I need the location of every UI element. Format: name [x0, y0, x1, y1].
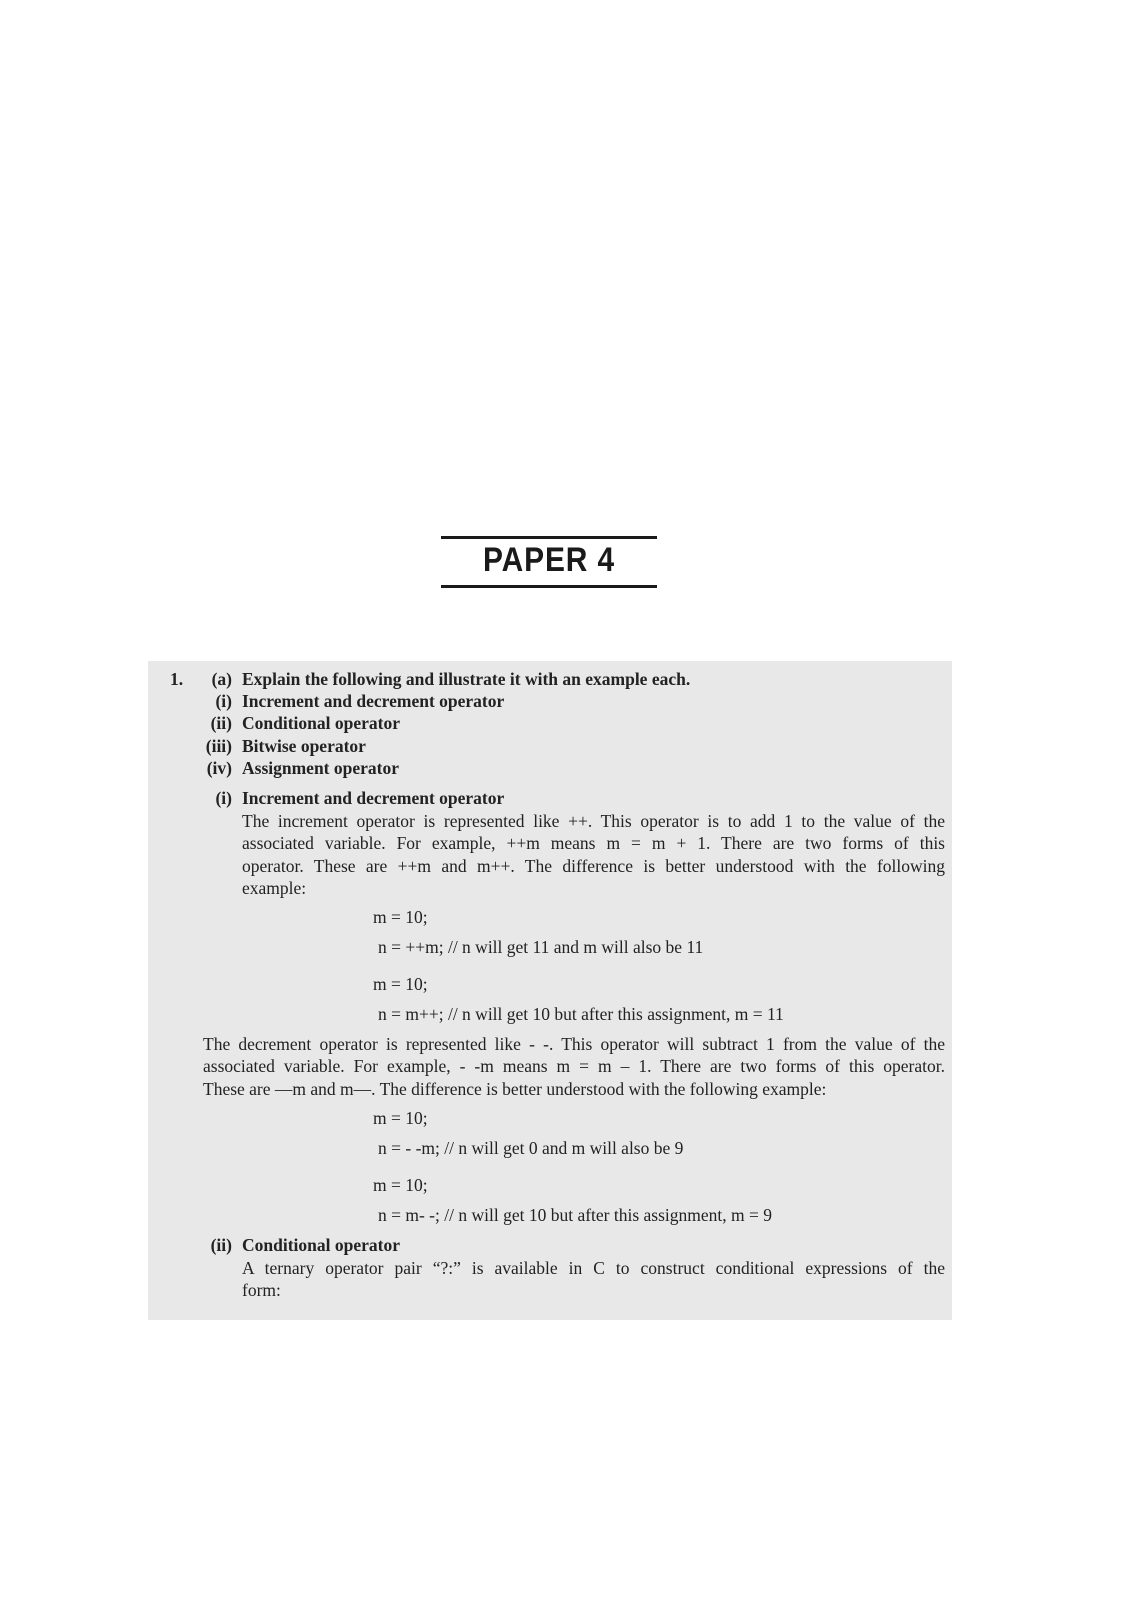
page-title: PAPER 4 [483, 541, 615, 579]
part-label: (a) [211, 669, 232, 689]
paragraph-line: operator. These are ++m and m++. The difference is better understood with the following [242, 856, 945, 876]
paragraph-line: A ternary operator pair “?:” is available in C to construct conditional expressions of the [242, 1258, 945, 1278]
section-heading: Conditional operator [242, 1235, 400, 1255]
code-line: n = m- -; // n will get 10 but after this assignment, m = 9 [378, 1205, 772, 1225]
question-number: 1. [170, 669, 184, 689]
code-line: n = m++; // n will get 10 but after this assignment, m = 11 [378, 1004, 784, 1024]
paragraph-line: example: [242, 878, 307, 898]
section-label: (ii) [210, 1235, 232, 1255]
code-line: n = - -m; // n will get 0 and m will also be 9 [378, 1138, 684, 1158]
title-rule-bottom [441, 585, 657, 588]
code-line: m = 10; [373, 1108, 428, 1128]
paragraph-line: The decrement operator is represented like - -. This operator will subtract 1 from the value of the [203, 1034, 945, 1054]
item-text: Conditional operator [242, 713, 400, 733]
item-text: Increment and decrement operator [242, 691, 505, 711]
paragraph-line: The increment operator is represented like ++. This operator is to add 1 to the value of the [242, 811, 945, 831]
paragraph-line: associated variable. For example, - -m means m = m – 1. There are two forms of this operator. [203, 1056, 945, 1076]
paragraph-line: form: [242, 1280, 281, 1300]
item-label: (iv) [206, 758, 232, 778]
item-text: Assignment operator [242, 758, 399, 778]
paragraph-line: These are —m and m—. The difference is better understood with the following example: [203, 1079, 827, 1099]
item-label: (i) [215, 691, 232, 711]
item-label: (ii) [210, 713, 232, 733]
code-line: m = 10; [373, 974, 428, 994]
section-label: (i) [215, 788, 232, 808]
code-line: n = ++m; // n will get 11 and m will also be 11 [378, 937, 704, 957]
question-prompt: Explain the following and illustrate it with an example each. [242, 669, 691, 689]
item-text: Bitwise operator [242, 736, 366, 756]
item-label: (iii) [205, 736, 232, 756]
code-line: m = 10; [373, 1175, 428, 1195]
paragraph-line: associated variable. For example, ++m means m = m + 1. There are two forms of this [242, 833, 945, 853]
section-heading: Increment and decrement operator [242, 788, 505, 808]
code-line: m = 10; [373, 907, 428, 927]
title-rule-top [441, 536, 657, 539]
